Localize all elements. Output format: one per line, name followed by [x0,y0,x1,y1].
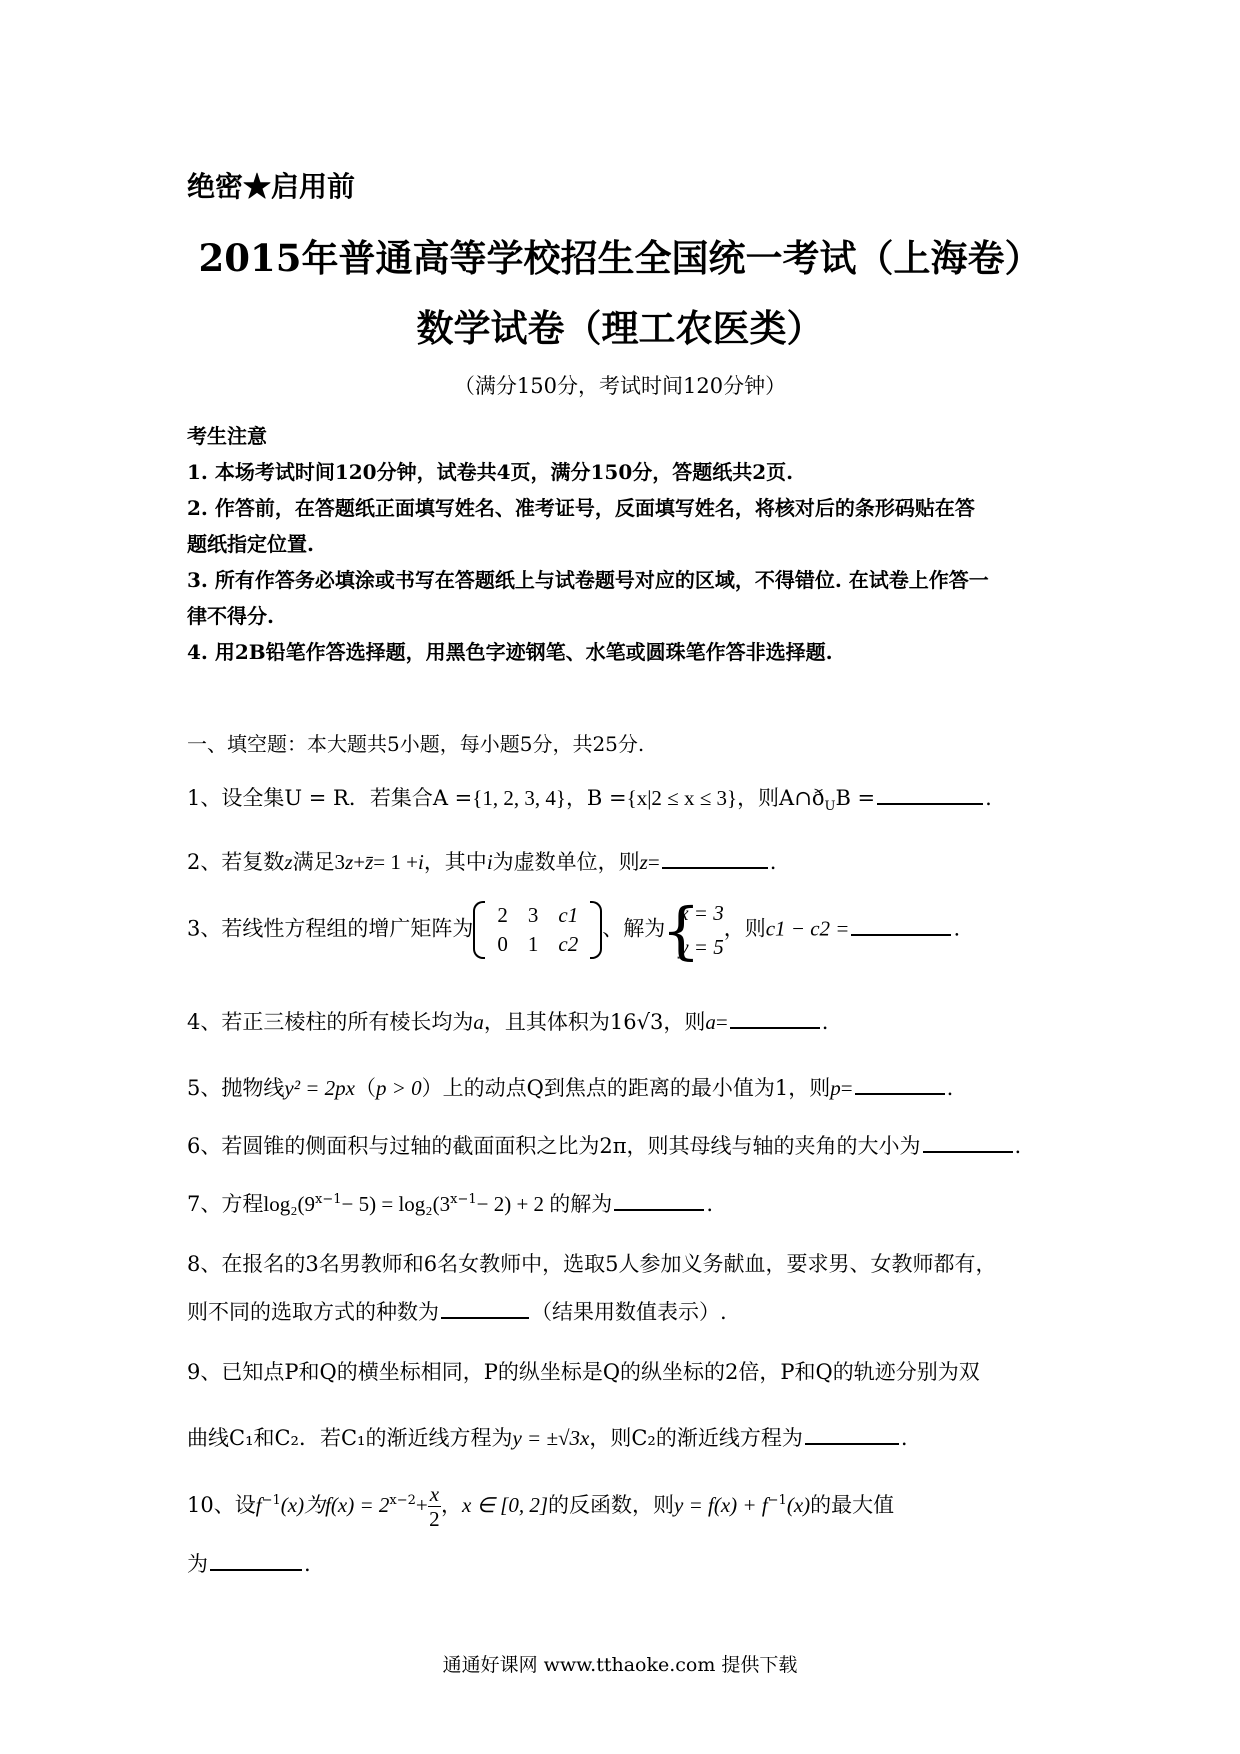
question-4: 4、若正三棱柱的所有棱长均为a，且其体积为16√3，则a= . [187,1010,829,1034]
fraction: $\frac{x}{2}$ [429,1482,440,1531]
solution-system: { x = 3 y = 5 [665,896,724,964]
confidential-mark: 绝密★启用前 [187,170,356,203]
question-7: 7、方程$\log_2(9^{x-1}- 5) = \log_2(3^{x-1}- 2) + 2$ 的解为 . [187,1192,713,1216]
note-line: 1. 本场考试时间120分钟，试卷共4页，满分150分，答题纸共2页. [187,460,794,484]
question-10-line-2: 为 . [187,1552,311,1576]
question-8: 8、在报名的3名男教师和6名女教师中，选取5人参加义务献血，要求男、女教师都有， [187,1252,997,1276]
question-8-line-2: 则不同的选取方式的种数为 （结果用数值表示）. [187,1300,727,1324]
answer-blank [662,866,768,869]
question-10: 10、设$f^{-1}(x)$为$f(x) = 2^{x-2}+$ $\frac{x}{2}$ ，x ∈ [0, 2]的反函数，则$y = f(x) + f^{-1}(x)$的最大值 [187,1482,895,1531]
notes-block [187,418,1057,670]
page-footer: 通通好课网 www.tthaoke.com 提供下载 [442,1654,798,1676]
answer-blank [805,1442,899,1445]
note-line: 律不得分. [187,604,274,628]
question-9-line-2: 曲线C₁和C₂．若C₁的渐近线方程为y = ±√3x，则C₂的渐近线方程为 . [187,1426,908,1450]
augmented-matrix: 2 3 c1 0 1 c2 [473,901,602,959]
note-line: 2. 作答前，在答题纸正面填写姓名、准考证号，反面填写姓名，将核对后的条形码贴在答 [187,496,975,520]
answer-blank [851,933,951,936]
answer-blank [923,1150,1013,1153]
answer-blank [441,1316,529,1319]
question-5: 5、抛物线y² = 2px（p > 0）上的动点Q到焦点的距离的最小值为1，则p= . [187,1076,954,1100]
question-2: 2、若复数z满足3z+z̄= 1 +i，其中i为虚数单位，则z= . [187,850,777,874]
section-heading: 一、填空题：本大题共5小题，每小题5分，共25分. [187,732,645,756]
note-line: 3. 所有作答务必填涂或书写在答题纸上与试卷题号对应的区域，不得错位. 在试卷上作答一 [187,568,989,592]
note-line: 4. 用2B铅笔作答选择题，用黑色字迹钢笔、水笔或圆珠笔作答非选择题. [187,640,833,664]
score-info: （满分150分，考试时间120分钟） [453,374,787,398]
note-line: 题纸指定位置. [187,532,314,556]
answer-blank [614,1208,704,1211]
answer-blank [855,1092,945,1095]
answer-blank [210,1568,302,1571]
answer-blank [730,1026,820,1029]
exam-subtitle: 数学试卷（理工农医类） [416,306,824,350]
question-1: 1、设全集U = R．若集合A ={1, 2, 3, 4}，B ={x|2 ≤ x ≤ 3}，则$A\cap ð_UB$ = . [187,786,992,815]
question-9: 9、已知点P和Q的横坐标相同，P的纵坐标是Q的纵坐标的2倍，P和Q的轨迹分别为双 [187,1360,980,1384]
exam-title: 2015年普通高等学校招生全国统一考试（上海卷） [198,236,1042,280]
notes-heading: 考生注意 [187,424,267,448]
question-3: 3、若线性方程组的增广矩阵为 2 3 c1 0 1 c2 、解为 { x = 3 y = 5 ，则c1 − c2 = . [187,896,960,964]
question-6: 6、若圆锥的侧面积与过轴的截面面积之比为2π，则其母线与轴的夹角的大小为 . [187,1134,1022,1158]
answer-blank [877,802,983,805]
